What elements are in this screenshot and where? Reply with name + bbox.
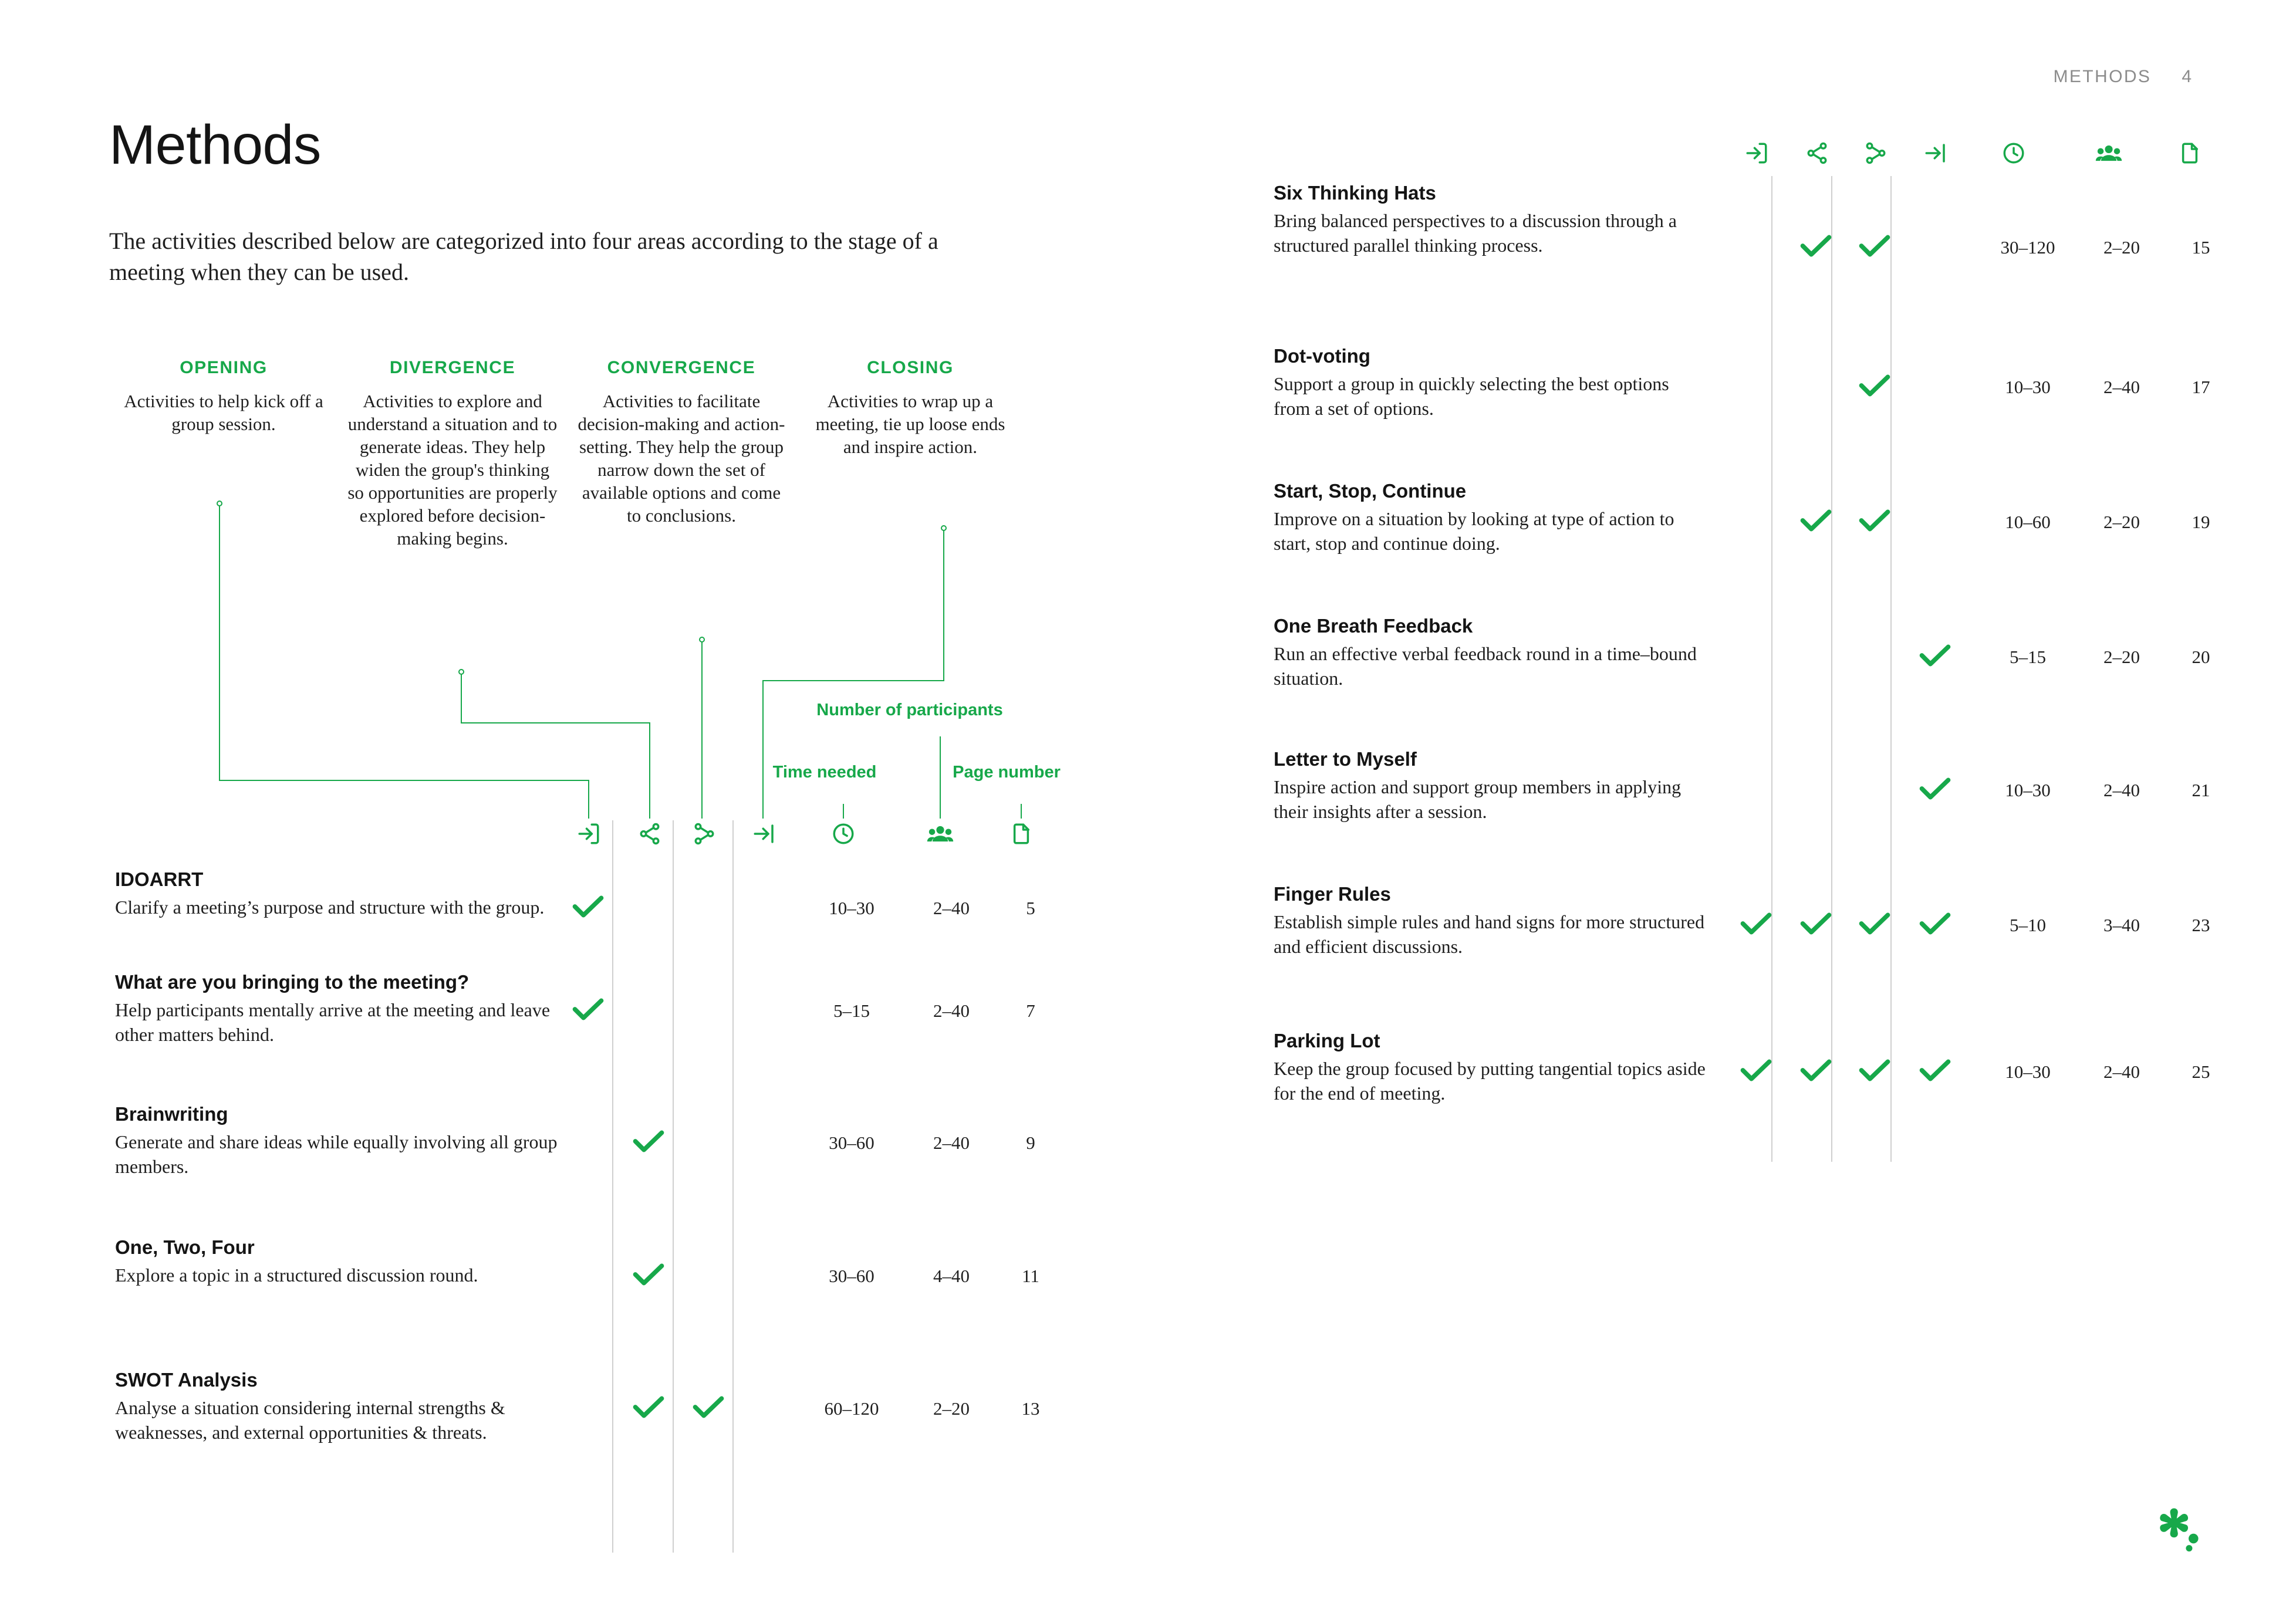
value-time: 30–60 (829, 1266, 874, 1286)
running-head (2054, 67, 2192, 87)
label-number-of-participants: Number of participants (816, 701, 1003, 719)
check-closing (1919, 776, 1951, 801)
method-description: Establish simple rules and hand signs for more structured and efficient discussions. (1274, 911, 1705, 957)
value-participants: 2–20 (2103, 512, 2140, 532)
method-name: One Breath Feedback (1274, 615, 1473, 637)
method-description: Inspire action and support group members in applying their insights after a session. (1274, 776, 1682, 822)
value-page: 19 (2192, 512, 2210, 532)
method-name: SWOT Analysis (115, 1369, 258, 1391)
value-page: 15 (2192, 237, 2210, 258)
value-page: 5 (1026, 898, 1035, 918)
method-name: Letter to Myself (1274, 748, 1417, 770)
clock-icon (1997, 141, 2030, 165)
check-convergence (1859, 373, 1890, 398)
method-name: One, Two, Four (115, 1236, 255, 1258)
check-convergence (1859, 1058, 1890, 1083)
check-convergence (1859, 911, 1890, 936)
value-participants: 4–40 (933, 1266, 970, 1286)
value-time: 10–30 (2005, 377, 2051, 397)
check-divergence (1800, 1058, 1832, 1083)
value-page: 13 (1021, 1398, 1040, 1419)
method-name: Finger Rules (1274, 883, 1391, 905)
value-time: 5–15 (833, 1000, 870, 1021)
method-text (1274, 480, 1708, 556)
category-convergence (567, 358, 796, 550)
check-closing (1919, 911, 1951, 936)
left-column-header (109, 114, 1107, 288)
closing-icon (748, 821, 781, 846)
check-opening (572, 997, 604, 1022)
divergence-icon (1801, 141, 1834, 165)
check-divergence (1800, 911, 1832, 936)
method-description: Run an effective verbal feedback round in a time–bound situation. (1274, 643, 1697, 689)
check-closing (1919, 643, 1951, 668)
value-page: 21 (2192, 780, 2210, 800)
column-rule (612, 820, 613, 1553)
method-description: Bring balanced perspectives to a discussion through a structured parallel thinking process. (1274, 210, 1677, 256)
intro-paragraph: The activities described below are categorized into four areas according to the stage of a meeting when they can be used. (109, 228, 938, 285)
method-name: Six Thinking Hats (1274, 182, 1436, 204)
method-description: Generate and share ideas while equally involving all group members. (115, 1131, 558, 1177)
check-divergence (1800, 234, 1832, 258)
people-icon (924, 821, 957, 846)
label-time-needed: Time needed (772, 763, 877, 782)
method-description: Support a group in quickly selecting the best options from a set of options. (1274, 373, 1669, 419)
method-name: IDOARRT (115, 868, 204, 890)
category-columns (109, 358, 1025, 550)
value-page: 20 (2192, 647, 2210, 667)
category-description: Activities to help kick off a group session. (124, 391, 323, 435)
method-name: Brainwriting (115, 1103, 228, 1125)
clock-icon (827, 821, 860, 846)
category-opening (109, 358, 338, 550)
method-name: What are you bringing to the meeting? (115, 971, 470, 993)
column-rule (673, 820, 674, 1553)
value-time: 60–120 (824, 1398, 879, 1419)
check-convergence (1859, 508, 1890, 533)
method-text (1274, 615, 1708, 691)
value-page: 25 (2192, 1061, 2210, 1082)
divergence-icon (633, 821, 666, 846)
value-participants: 2–20 (933, 1398, 970, 1419)
method-description: Explore a topic in a structured discussion round. (115, 1264, 478, 1286)
closing-icon (1919, 141, 1952, 165)
method-description: Clarify a meeting’s purpose and structure with the group. (115, 897, 545, 918)
check-opening (1740, 1058, 1772, 1083)
method-text (1274, 748, 1708, 824)
method-text (115, 971, 561, 1047)
value-time: 10–60 (2005, 512, 2051, 532)
left-icon-row (0, 821, 1115, 857)
check-divergence (1800, 508, 1832, 533)
value-time: 10–30 (2005, 780, 2051, 800)
value-time: 10–30 (829, 898, 874, 918)
value-page: 7 (1026, 1000, 1035, 1021)
method-name: Dot-voting (1274, 345, 1370, 367)
method-text (115, 1236, 561, 1288)
method-description: Help participants mentally arrive at the meeting and leave other matters behind. (115, 999, 551, 1045)
value-participants: 2–40 (933, 898, 970, 918)
check-convergence (693, 1395, 724, 1419)
method-description: Improve on a situation by looking at type of action to start, stop and continue doing. (1274, 508, 1674, 554)
value-time: 30–60 (829, 1132, 874, 1153)
value-time: 30–120 (2000, 237, 2055, 258)
value-page: 17 (2192, 377, 2210, 397)
method-name: Parking Lot (1274, 1030, 1380, 1051)
check-opening (572, 894, 604, 919)
opening-icon (1740, 141, 1773, 165)
method-text (115, 1369, 561, 1445)
people-icon (2092, 141, 2125, 165)
check-divergence (633, 1395, 664, 1419)
value-time: 5–10 (2010, 915, 2046, 935)
category-title: CLOSING (867, 358, 954, 377)
check-divergence (633, 1129, 664, 1154)
check-convergence (1859, 234, 1890, 258)
value-participants: 2–40 (2103, 780, 2140, 800)
category-description: Activities to explore and understand a situation and to generate ideas. They help widen the group's thinking so opportunities are properly explored before decision-making begins. (347, 391, 558, 549)
category-title: DIVERGENCE (389, 358, 516, 377)
value-participants: 2–40 (2103, 377, 2140, 397)
method-text (115, 1103, 561, 1179)
convergence-icon (688, 821, 721, 846)
method-text (1274, 883, 1708, 959)
right-icon-row (1262, 141, 2260, 176)
running-head-label: METHODS (2053, 67, 2152, 86)
category-title: OPENING (180, 358, 268, 377)
category-closing (796, 358, 1025, 550)
value-page: 23 (2192, 915, 2210, 935)
column-rule (1831, 176, 1832, 1162)
category-description: Activities to wrap up a meeting, tie up loose ends and inspire action. (815, 391, 1005, 458)
page-icon (1005, 821, 1038, 846)
column-rule (732, 820, 734, 1553)
convergence-icon (1859, 141, 1892, 165)
value-page: 9 (1026, 1132, 1035, 1153)
value-participants: 2–40 (2103, 1061, 2140, 1082)
method-text (115, 868, 561, 920)
category-title: CONVERGENCE (607, 358, 756, 377)
label-page-number: Page number (953, 763, 1061, 782)
check-closing (1919, 1058, 1951, 1083)
check-opening (1740, 911, 1772, 936)
opening-icon (572, 821, 605, 846)
category-description: Activities to facilitate decision-making and action-setting. They help the group narrow down the set of available options and come to conclusions. (578, 391, 785, 526)
value-participants: 2–40 (933, 1000, 970, 1021)
page-number: 4 (2182, 67, 2192, 86)
value-time: 10–30 (2005, 1061, 2051, 1082)
method-name: Start, Stop, Continue (1274, 480, 1467, 502)
method-text (1274, 1030, 1708, 1105)
column-rule (1771, 176, 1772, 1162)
column-rule (1890, 176, 1892, 1162)
method-description: Keep the group focused by putting tangential topics aside for the end of meeting. (1274, 1058, 1706, 1104)
value-participants: 2–20 (2103, 647, 2140, 667)
check-divergence (633, 1262, 664, 1287)
category-divergence (338, 358, 567, 550)
page-title: Methods (109, 114, 321, 176)
value-participants: 2–40 (933, 1132, 970, 1153)
value-time: 5–15 (2010, 647, 2046, 667)
page-icon (2173, 141, 2206, 165)
brand-logo (2148, 1499, 2202, 1553)
method-text (1274, 182, 1708, 258)
method-text (1274, 345, 1708, 421)
method-description: Analyse a situation considering internal strengths & weaknesses, and external opportunities & threats. (115, 1397, 505, 1443)
value-participants: 2–20 (2103, 237, 2140, 258)
value-participants: 3–40 (2103, 915, 2140, 935)
value-page: 11 (1022, 1266, 1039, 1286)
